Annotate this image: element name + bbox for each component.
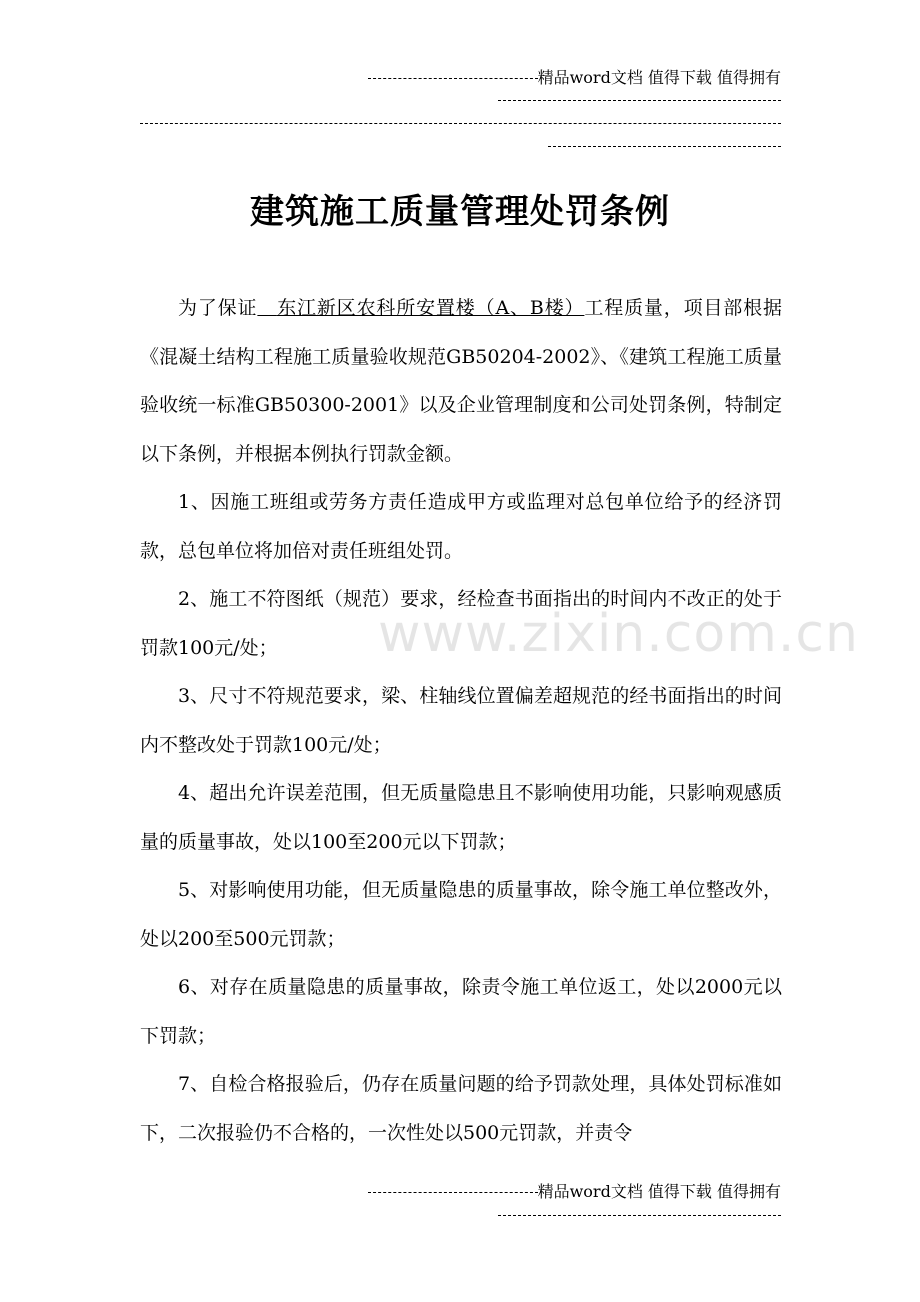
project-name: 东江新区农科所安置楼（A、B楼） xyxy=(276,297,585,319)
header-rule-2 xyxy=(140,123,781,124)
clause-4: 4、超出允许误差范围，但无质量隐患且不影响使用功能，只影响观感质量的质量事故，处以100至200元以下罚款； xyxy=(140,782,782,853)
footer-tagline-row xyxy=(368,1182,781,1202)
header-tagline-row xyxy=(368,68,781,88)
clause-2: 2、施工不符图纸（规范）要求，经检查书面指出的时间内不改正的处于罚款100元/处； xyxy=(140,588,782,659)
watermark: www.zixin.com.cn xyxy=(378,604,859,664)
header-rule-1 xyxy=(498,100,781,101)
footer-rule xyxy=(498,1215,781,1216)
clause-7: 7、自检合格报验后，仍存在质量问题的给予罚款处理，具体处罚标准如下，二次报验仍不合格的，一次性处以500元罚款，并责令 xyxy=(140,1073,782,1144)
footer-dash-leader xyxy=(368,1192,538,1193)
clause-6: 6、对存在质量隐患的质量事故，除责令施工单位返工，处以2000元以下罚款； xyxy=(140,976,782,1047)
clause-3: 3、尺寸不符规范要求，梁、柱轴线位置偏差超规范的经书面指出的时间内不整改处于罚款100元/处； xyxy=(140,685,782,756)
clause-1: 1、因施工班组或劳务方责任造成甲方或监理对总包单位给予的经济罚款，总包单位将加倍对责任班组处罚。 xyxy=(140,491,782,562)
document-body xyxy=(140,284,782,1157)
footer-tagline: 精品word文档 值得下载 值得拥有 xyxy=(537,1182,781,1201)
intro-paragraph xyxy=(140,284,782,478)
header-dash-leader xyxy=(368,78,538,79)
header-rule-3 xyxy=(548,146,781,147)
document-title: 建筑施工质量管理处罚条例 xyxy=(250,192,670,232)
clause-5: 5、对影响使用功能，但无质量隐患的质量事故，除令施工单位整改外，处以200至500元罚款； xyxy=(140,879,782,950)
header-tagline: 精品word文档 值得下载 值得拥有 xyxy=(537,68,781,87)
intro-before: 为了保证 xyxy=(178,297,258,319)
intro-after: 工程质量，项目部根据《混凝土结构工程施工质量验收规范GB50204-2002》、《建筑工程施工质量验收统一标准GB50300-2001》以及企业管理制度和公司处罚条例，特制定以下条例，并根据本例执行罚款金额。 xyxy=(140,297,782,465)
